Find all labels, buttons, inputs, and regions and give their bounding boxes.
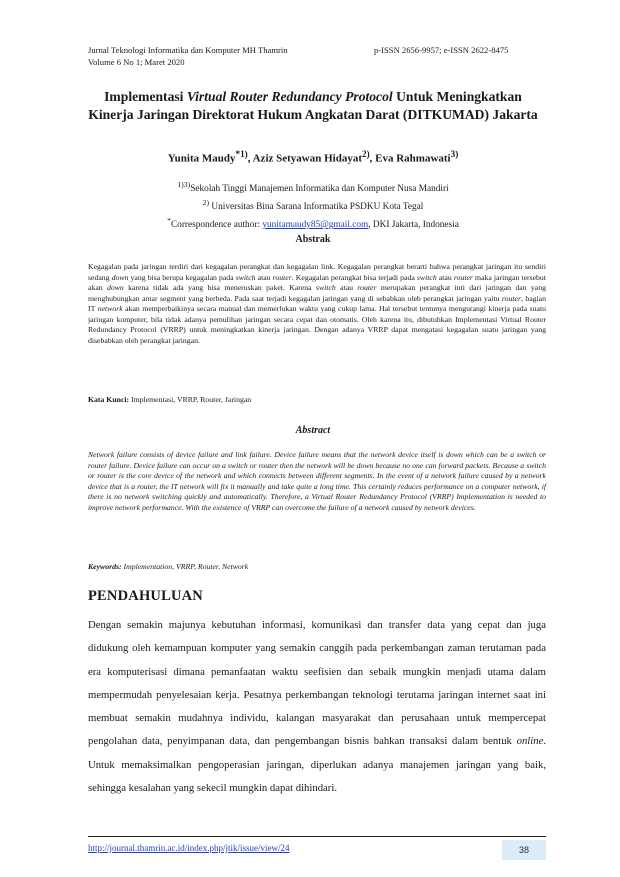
kata-kunci: [88, 395, 251, 404]
abstrak-heading: Abstrak: [295, 234, 331, 245]
section-heading: PENDAHULUAN: [88, 588, 203, 604]
affiliation-1-text: Sekolah Tinggi Manajemen Informatika dan Komputer Nusa Mandiri: [190, 184, 449, 195]
page-number: 38: [502, 840, 546, 860]
keywords: [88, 562, 248, 571]
author-1: Yunita Maudy: [167, 152, 236, 165]
correspondence-location: , DKI Jakarta, Indonesia: [368, 220, 459, 231]
author-list: [80, 149, 546, 165]
footer-divider: [88, 836, 546, 837]
keywords-label: Keywords:: [88, 562, 122, 571]
keywords-text: Implementation, VRRP, Router, Network: [121, 562, 249, 571]
abstract-text: Network failure consists of device failure and link failure. Device failure means that the network device itself is down which can be a switch or router failure. Device failure can occur on a switch or router then the network will be down because no one can forward packets. Because a switch or router is the core device of the network and which connects between different segments. In the event of a network failure caused by a network device that is a router, the IT network will fix it manually and take quite a long time. This certainly reduces performance on a computer network, if there is no network switching quickly and automatically. Therefore, a Virtual Router Redundancy Protocol (VRRP) Implementation is needed to improve network performance. With the existence of VRRP can overcome the failure of a network caused by network devices.: [88, 450, 546, 512]
header-journal-info: [88, 44, 288, 68]
email-link[interactable]: yunitamaudy85@gmail.com: [262, 220, 369, 231]
journal-issn: p-ISSN 2656-9957; e-ISSN 2622-8475: [374, 45, 509, 55]
correspondence-mark: *: [167, 216, 171, 226]
kata-kunci-label: Kata Kunci:: [88, 395, 130, 404]
affiliation-1: [80, 178, 546, 196]
correspondence: [80, 214, 546, 232]
author-2-mark: 2): [362, 149, 370, 159]
author-3: , Eva Rahmawati: [369, 152, 451, 165]
journal-name: Jurnal Teknologi Informatika dan Komputer MH Thamrin: [88, 45, 288, 55]
affiliation-2-mark: 2): [202, 198, 210, 208]
kata-kunci-text: Implementasi, VRRP, Router, Jaringan: [129, 395, 252, 404]
paper-title: [80, 88, 546, 123]
author-3-mark: 3): [450, 149, 459, 159]
author-1-mark: *1): [235, 149, 248, 159]
affiliation-2: [80, 196, 546, 214]
footer-issue-link[interactable]: http://journal.thamrin.ac.id/index.php/jtik/issue/view/24: [88, 843, 290, 853]
affiliation-1-mark: 1)3): [177, 180, 191, 189]
journal-volume: Volume 6 No 1; Maret 2020: [88, 57, 185, 67]
author-2: , Aziz Setyawan Hidayat: [247, 152, 362, 165]
correspondence-label: Correspondence author:: [170, 220, 263, 231]
title-italic: Virtual Router Redundancy Protocol: [186, 89, 393, 104]
title-part-3: Untuk Meningkatkan Kinerja Jaringan Direktorat Hukum Angkatan Darat (DITKUMAD) Jakarta: [88, 89, 538, 122]
body-paragraph: Dengan semakin majunya kebutuhan informasi, komunikasi dan transfer data yang cepat dan juga didukung oleh kemampuan komputer yang semakin canggih pada perkembangan zaman terutaman pada era komputerisasi dimana pemanfaatan waktu seefisien dan sebaik mungkin menjadi utama dalam mempermudah penyelesaian kerja. Pesatnya perkembangan teknologi terutama jaringan internet saat ini membuat semakin mudahnya individu, kalangan masyarakat dan perusahaan untuk mempercepat pengolahan data, penyimpanan data, dan pengembangan bisnis bahkan transaksi dalam bentuk online. Untuk memaksimalkan pengoperasian jaringan, diperlukan adanya manajemen jaringan yang baik, sehingga kesalahan yang sekecil mungkin dapat dihindari.: [88, 619, 546, 795]
abstract-heading: Abstract: [295, 425, 331, 436]
affiliation-2-text: Universitas Bina Sarana Informatika PSDKU Kota Tegal: [209, 202, 424, 213]
title-part-1: Implementasi: [104, 89, 187, 104]
affiliations: [80, 178, 546, 232]
abstrak-text: Kegagalan pada jaringan terdiri dari kegagalan perangkat dan kegagalan link. Kegagalan perangkat berarti bahwa perangkat jaringan itu sendiri sedang down yang bisa berupa kegagalan pada switch atau router. Kegagalan perangkat bisa terjadi pada switch atau router maka jaringan tersebut akan down karena tidak ada yang bisa meneruskan paket. Karena switch atau router merupakan perangkat inti dari jaringan dan yang menghubungkan antar segment yang berbeda. Pada saat terjadi kegagalan jaringan yang di sebabkan oleh perangkat jaringan yaitu router, bagian IT network akan memperbaikinya secara manual dan memerlukan waktu yang cukup lama. Hal tersebut tentunya mengurangi kinerja pada suatu jaringan komputer, bila tidak adanya pemulihan jaringan secara cepat dan otomatis. Oleh karena itu, dibutuhkan Implementasi Virtual Router Redundancy Protocol (VRRP) untuk meningkatkan kinerja jaringan. Dengan adanya VRRP dapat mengatasi kegagalan suatu jaringan yang disebabkan oleh perangkat jaringan.: [88, 262, 546, 345]
